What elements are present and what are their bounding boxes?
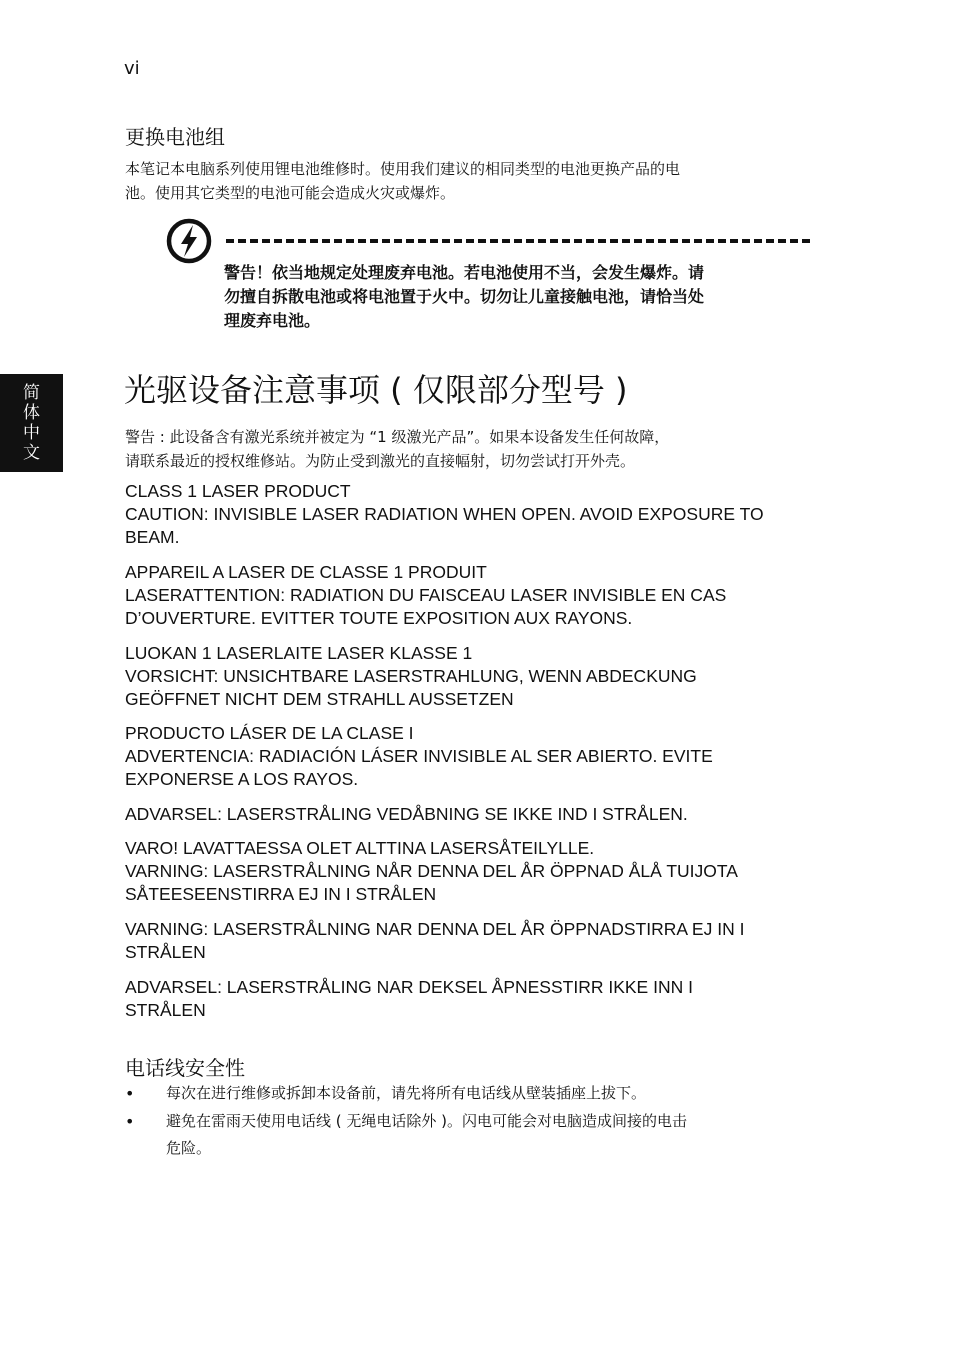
- notice-line: ADVARSEL: LASERSTRÅLING VEDÅBNING SE IKKE IND I STRÅLEN.: [125, 804, 688, 824]
- side-tab-char: 中: [23, 423, 40, 443]
- bullet-marker: •: [125, 1084, 135, 1103]
- laser-notice-de: [125, 642, 825, 711]
- notice-line: D’OUVERTURE. EVITTER TOUTE EXPOSITION AUX RAYONS.: [125, 608, 633, 628]
- notice-line: ADVARSEL: LASERSTRÅLING NAR DEKSEL ÅPNESSTIRR IKKE INN I: [125, 977, 693, 997]
- battery-heading: 更换电池组: [125, 125, 225, 149]
- laser-notice-en: [125, 480, 825, 549]
- lightning-warning-icon: [166, 218, 212, 264]
- notice-line: VARNING: LASERSTRÅLNING NÅR DENNA DEL ÅR ÖPPNAD ÅLÅ TUIJOTA: [125, 861, 738, 881]
- notice-line: STRÅLEN: [125, 1000, 206, 1020]
- notice-line: LUOKAN 1 LASERLAITE LASER KLASSE 1: [125, 643, 473, 663]
- laser-notice-es: [125, 722, 825, 791]
- warning-line: 理废弃电池。: [224, 311, 321, 330]
- page-number: vi: [124, 58, 140, 79]
- battery-paragraph: [125, 157, 815, 205]
- bullet-line: 危险。: [166, 1139, 212, 1157]
- laser-notice-fi-sv: [125, 837, 825, 906]
- notice-line: EXPONERSE A LOS RAYOS.: [125, 769, 359, 789]
- paragraph-line: 本笔记本电脑系列使用锂电池维修时。使用我们建议的相同类型的电池更换产品的电: [125, 160, 681, 178]
- notice-line: SÅTEESEENSTIRRA EJ IN I STRÅLEN: [125, 884, 437, 904]
- list-item: [125, 1080, 825, 1108]
- side-tab-char: 文: [23, 443, 40, 463]
- list-item: [125, 1108, 825, 1164]
- warning-line: 警告！依当地规定处理废弃电池。若电池使用不当，会发生爆炸。请: [224, 263, 705, 282]
- notice-line: CAUTION: INVISIBLE LASER RADIATION WHEN OPEN. AVOID EXPOSURE TO: [125, 504, 764, 524]
- notice-line: VARO! LAVATTAESSA OLET ALTTINA LASERSÅTEILYLLE.: [125, 838, 595, 858]
- laser-notice-fr: [125, 561, 825, 630]
- warning-divider: [226, 239, 810, 243]
- notice-line: VORSICHT: UNSICHTBARE LASERSTRAHLUNG, WENN ABDECKUNG: [125, 666, 697, 686]
- bullet-text: [166, 1108, 816, 1162]
- side-tab-char: 体: [23, 403, 40, 423]
- notice-line: BEAM.: [125, 527, 180, 547]
- warning-line: 勿擅自拆散电池或将电池置于火中。切勿让儿童接触电池，请恰当处: [224, 287, 705, 306]
- notice-line: STRÅLEN: [125, 942, 206, 962]
- laser-notice-sv: [125, 918, 825, 964]
- laser-section-title: 光驱设备注意事项 ( 仅限部分型号 ): [124, 371, 628, 409]
- bullet-text: [166, 1080, 816, 1107]
- notice-line: VARNING: LASERSTRÅLNING NAR DENNA DEL ÅR ÖPPNADSTIRRA EJ IN I: [125, 919, 745, 939]
- paragraph-line: 警告 : 此设备含有激光系统并被定为 “1 级激光产品”。如果本设备发生任何故障，: [125, 428, 670, 446]
- notice-line: GEÖFFNET NICHT DEM STRAHLL AUSSETZEN: [125, 689, 514, 709]
- paragraph-line: 池。使用其它类型的电池可能会造成火灾或爆炸。: [125, 184, 456, 202]
- bullet-line: 每次在进行维修或拆卸本设备前，请先将所有电话线从壁装插座上拔下。: [166, 1084, 647, 1102]
- notice-line: APPAREIL A LASER DE CLASSE 1 PRODUIT: [125, 562, 487, 582]
- laser-intro: [125, 425, 815, 473]
- notice-line: ADVERTENCIA: RADIACIÓN LÁSER INVISIBLE AL SER ABIERTO. EVITE: [125, 746, 713, 766]
- notice-line: CLASS 1 LASER PRODUCT: [125, 481, 351, 501]
- notice-line: LASERATTENTION: RADIATION DU FAISCEAU LASER INVISIBLE EN CAS: [125, 585, 727, 605]
- notice-line: PRODUCTO LÁSER DE LA CLASE I: [125, 723, 414, 743]
- language-side-tab: [0, 374, 63, 472]
- paragraph-line: 请联系最近的授权维修站。为防止受到激光的直接幅射，切勿尝试打开外壳。: [125, 452, 636, 470]
- laser-notice-da: [125, 803, 825, 826]
- side-tab-char: 简: [23, 383, 40, 403]
- phone-heading: 电话线安全性: [125, 1056, 245, 1080]
- laser-notice-no: [125, 976, 825, 1022]
- battery-warning: [224, 261, 794, 333]
- bullet-line: 避免在雷雨天使用电话线 ( 无绳电话除外 )。闪电可能会对电脑造成间接的电击: [166, 1112, 688, 1130]
- bullet-marker: •: [125, 1112, 135, 1131]
